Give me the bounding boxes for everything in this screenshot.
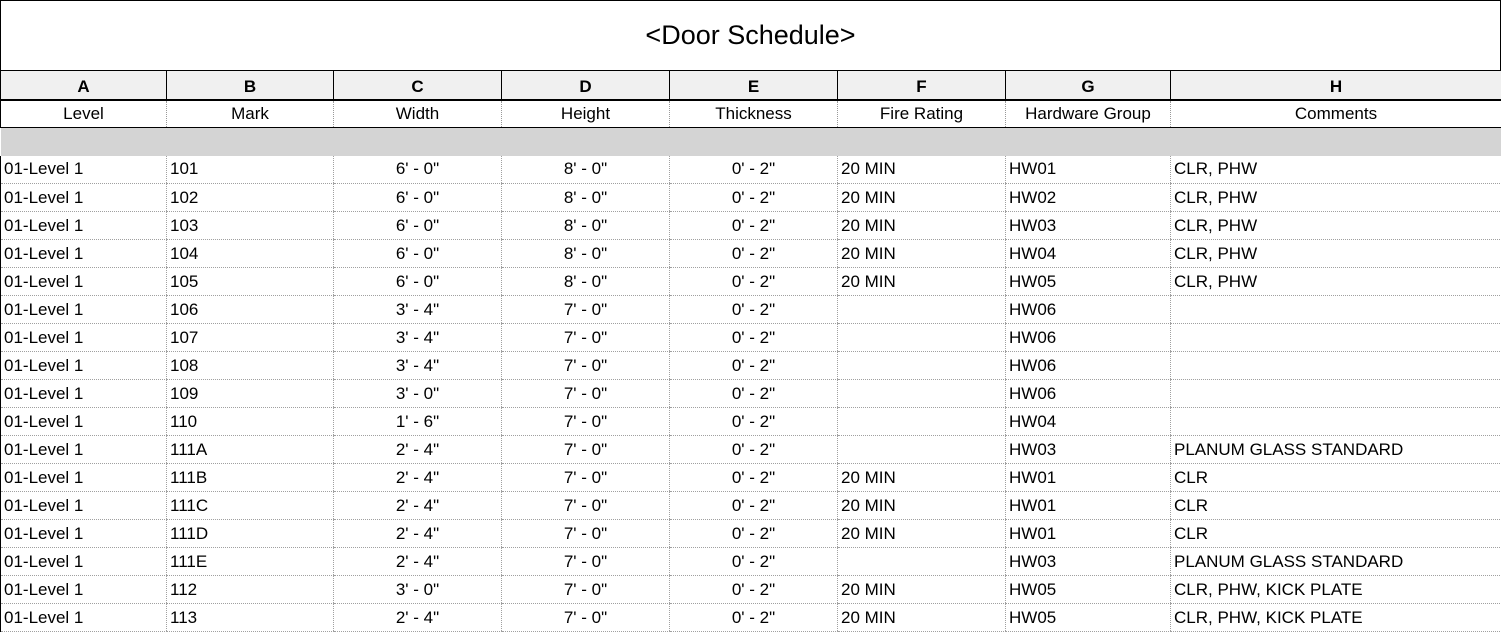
cell-mark[interactable]: 104 xyxy=(167,240,334,268)
cell-hardware-group[interactable]: HW05 xyxy=(1006,604,1171,632)
cell-level[interactable]: 01-Level 1 xyxy=(1,520,167,548)
cell-width[interactable]: 6' - 0" xyxy=(334,184,502,212)
cell-fire-rating[interactable] xyxy=(838,436,1006,464)
cell-height[interactable]: 7' - 0" xyxy=(502,408,670,436)
cell-mark[interactable]: 101 xyxy=(167,156,334,184)
cell-hardware-group[interactable]: HW05 xyxy=(1006,576,1171,604)
cell-height[interactable]: 7' - 0" xyxy=(502,352,670,380)
cell-thickness[interactable]: 0' - 2" xyxy=(670,492,838,520)
cell-hardware-group[interactable]: HW01 xyxy=(1006,492,1171,520)
column-letter-a[interactable]: A xyxy=(1,71,167,100)
cell-fire-rating[interactable]: 20 MIN xyxy=(838,520,1006,548)
cell-hardware-group[interactable]: HW03 xyxy=(1006,548,1171,576)
cell-hardware-group[interactable]: HW06 xyxy=(1006,352,1171,380)
cell-comments[interactable]: PLANUM GLASS STANDARD xyxy=(1171,548,1501,576)
schedule-title[interactable]: <Door Schedule> xyxy=(0,0,1501,71)
cell-thickness[interactable]: 0' - 2" xyxy=(670,352,838,380)
cell-width[interactable]: 2' - 4" xyxy=(334,436,502,464)
cell-fire-rating[interactable]: 20 MIN xyxy=(838,184,1006,212)
cell-thickness[interactable]: 0' - 2" xyxy=(670,576,838,604)
cell-comments[interactable] xyxy=(1171,324,1501,352)
cell-comments[interactable]: CLR, PHW, KICK PLATE xyxy=(1171,576,1501,604)
cell-fire-rating[interactable]: 20 MIN xyxy=(838,492,1006,520)
cell-width[interactable]: 1' - 6" xyxy=(334,408,502,436)
cell-height[interactable]: 7' - 0" xyxy=(502,604,670,632)
column-letter-h[interactable]: H xyxy=(1171,71,1501,100)
group-header-cell[interactable] xyxy=(1,128,1501,156)
cell-fire-rating[interactable] xyxy=(838,352,1006,380)
column-header-height[interactable]: Height xyxy=(502,100,670,128)
cell-comments[interactable]: CLR, PHW xyxy=(1171,184,1501,212)
cell-thickness[interactable]: 0' - 2" xyxy=(670,548,838,576)
cell-height[interactable]: 8' - 0" xyxy=(502,184,670,212)
cell-comments[interactable]: CLR, PHW xyxy=(1171,156,1501,184)
cell-height[interactable]: 7' - 0" xyxy=(502,296,670,324)
cell-thickness[interactable]: 0' - 2" xyxy=(670,604,838,632)
table-row[interactable] xyxy=(1,296,1501,324)
cell-hardware-group[interactable]: HW01 xyxy=(1006,520,1171,548)
cell-comments[interactable]: PLANUM GLASS STANDARD xyxy=(1171,436,1501,464)
cell-mark[interactable]: 113 xyxy=(167,604,334,632)
cell-height[interactable]: 7' - 0" xyxy=(502,464,670,492)
cell-level[interactable]: 01-Level 1 xyxy=(1,492,167,520)
cell-thickness[interactable]: 0' - 2" xyxy=(670,380,838,408)
table-row[interactable] xyxy=(1,604,1501,632)
cell-hardware-group[interactable]: HW06 xyxy=(1006,324,1171,352)
column-header-row xyxy=(1,100,1501,128)
table-row[interactable] xyxy=(1,492,1501,520)
cell-level[interactable]: 01-Level 1 xyxy=(1,156,167,184)
column-header-hardware-group[interactable]: Hardware Group xyxy=(1006,100,1171,128)
cell-comments[interactable] xyxy=(1171,380,1501,408)
cell-fire-rating[interactable] xyxy=(838,408,1006,436)
cell-width[interactable]: 3' - 0" xyxy=(334,380,502,408)
cell-height[interactable]: 7' - 0" xyxy=(502,492,670,520)
cell-width[interactable]: 3' - 4" xyxy=(334,324,502,352)
cell-mark[interactable]: 106 xyxy=(167,296,334,324)
table-row[interactable] xyxy=(1,268,1501,296)
cell-height[interactable]: 8' - 0" xyxy=(502,212,670,240)
cell-height[interactable]: 8' - 0" xyxy=(502,240,670,268)
cell-width[interactable]: 3' - 4" xyxy=(334,296,502,324)
table-row[interactable] xyxy=(1,520,1501,548)
table-row[interactable] xyxy=(1,240,1501,268)
cell-level[interactable]: 01-Level 1 xyxy=(1,380,167,408)
cell-hardware-group[interactable]: HW01 xyxy=(1006,156,1171,184)
cell-thickness[interactable]: 0' - 2" xyxy=(670,408,838,436)
cell-mark[interactable]: 103 xyxy=(167,212,334,240)
cell-fire-rating[interactable] xyxy=(838,548,1006,576)
cell-level[interactable]: 01-Level 1 xyxy=(1,296,167,324)
column-letter-d[interactable]: D xyxy=(502,71,670,100)
cell-thickness[interactable]: 0' - 2" xyxy=(670,156,838,184)
cell-comments[interactable]: CLR, PHW xyxy=(1171,240,1501,268)
table-row[interactable] xyxy=(1,380,1501,408)
cell-level[interactable]: 01-Level 1 xyxy=(1,352,167,380)
cell-level[interactable]: 01-Level 1 xyxy=(1,268,167,296)
cell-fire-rating[interactable] xyxy=(838,380,1006,408)
cell-level[interactable]: 01-Level 1 xyxy=(1,604,167,632)
cell-hardware-group[interactable]: HW05 xyxy=(1006,268,1171,296)
table-row[interactable] xyxy=(1,184,1501,212)
cell-comments[interactable]: CLR xyxy=(1171,492,1501,520)
cell-width[interactable]: 2' - 4" xyxy=(334,464,502,492)
cell-hardware-group[interactable]: HW04 xyxy=(1006,408,1171,436)
cell-height[interactable]: 8' - 0" xyxy=(502,156,670,184)
cell-thickness[interactable]: 0' - 2" xyxy=(670,436,838,464)
cell-mark[interactable]: 105 xyxy=(167,268,334,296)
cell-hardware-group[interactable]: HW04 xyxy=(1006,240,1171,268)
cell-width[interactable]: 6' - 0" xyxy=(334,240,502,268)
cell-mark[interactable]: 107 xyxy=(167,324,334,352)
cell-height[interactable]: 7' - 0" xyxy=(502,436,670,464)
cell-hardware-group[interactable]: HW06 xyxy=(1006,380,1171,408)
column-letter-g[interactable]: G xyxy=(1006,71,1171,100)
cell-comments[interactable] xyxy=(1171,408,1501,436)
cell-mark[interactable]: 111D xyxy=(167,520,334,548)
cell-comments[interactable] xyxy=(1171,296,1501,324)
cell-thickness[interactable]: 0' - 2" xyxy=(670,240,838,268)
cell-fire-rating[interactable]: 20 MIN xyxy=(838,212,1006,240)
table-row[interactable] xyxy=(1,352,1501,380)
cell-width[interactable]: 6' - 0" xyxy=(334,212,502,240)
cell-hardware-group[interactable]: HW03 xyxy=(1006,212,1171,240)
cell-height[interactable]: 7' - 0" xyxy=(502,576,670,604)
cell-mark[interactable]: 102 xyxy=(167,184,334,212)
cell-width[interactable]: 2' - 4" xyxy=(334,548,502,576)
cell-comments[interactable]: CLR xyxy=(1171,464,1501,492)
cell-hardware-group[interactable]: HW02 xyxy=(1006,184,1171,212)
cell-fire-rating[interactable]: 20 MIN xyxy=(838,464,1006,492)
cell-level[interactable]: 01-Level 1 xyxy=(1,464,167,492)
column-letter-e[interactable]: E xyxy=(670,71,838,100)
cell-height[interactable]: 7' - 0" xyxy=(502,324,670,352)
cell-thickness[interactable]: 0' - 2" xyxy=(670,324,838,352)
cell-width[interactable]: 6' - 0" xyxy=(334,156,502,184)
table-row[interactable] xyxy=(1,212,1501,240)
cell-level[interactable]: 01-Level 1 xyxy=(1,240,167,268)
cell-fire-rating[interactable]: 20 MIN xyxy=(838,240,1006,268)
column-header-thickness[interactable]: Thickness xyxy=(670,100,838,128)
cell-fire-rating[interactable]: 20 MIN xyxy=(838,268,1006,296)
table-row[interactable] xyxy=(1,464,1501,492)
cell-comments[interactable]: CLR, PHW xyxy=(1171,212,1501,240)
column-letter-row xyxy=(1,71,1501,100)
cell-width[interactable]: 2' - 4" xyxy=(334,604,502,632)
cell-fire-rating[interactable]: 20 MIN xyxy=(838,604,1006,632)
schedule-table xyxy=(0,70,1501,632)
cell-thickness[interactable]: 0' - 2" xyxy=(670,520,838,548)
cell-thickness[interactable]: 0' - 2" xyxy=(670,464,838,492)
cell-level[interactable]: 01-Level 1 xyxy=(1,184,167,212)
table-row[interactable] xyxy=(1,548,1501,576)
column-header-comments[interactable]: Comments xyxy=(1171,100,1501,128)
column-header-fire-rating[interactable]: Fire Rating xyxy=(838,100,1006,128)
cell-fire-rating[interactable]: 20 MIN xyxy=(838,156,1006,184)
cell-width[interactable]: 3' - 4" xyxy=(334,352,502,380)
cell-level[interactable]: 01-Level 1 xyxy=(1,324,167,352)
cell-hardware-group[interactable]: HW06 xyxy=(1006,296,1171,324)
cell-height[interactable]: 7' - 0" xyxy=(502,548,670,576)
cell-mark[interactable]: 111A xyxy=(167,436,334,464)
cell-mark[interactable]: 111C xyxy=(167,492,334,520)
table-row[interactable] xyxy=(1,408,1501,436)
column-letter-c[interactable]: C xyxy=(334,71,502,100)
cell-level[interactable]: 01-Level 1 xyxy=(1,548,167,576)
column-header-level[interactable]: Level xyxy=(1,100,167,128)
cell-mark[interactable]: 111E xyxy=(167,548,334,576)
cell-comments[interactable]: CLR, PHW xyxy=(1171,268,1501,296)
cell-mark[interactable]: 112 xyxy=(167,576,334,604)
cell-height[interactable]: 7' - 0" xyxy=(502,520,670,548)
cell-fire-rating[interactable]: 20 MIN xyxy=(838,576,1006,604)
cell-thickness[interactable]: 0' - 2" xyxy=(670,184,838,212)
table-row[interactable] xyxy=(1,156,1501,184)
cell-thickness[interactable]: 0' - 2" xyxy=(670,212,838,240)
cell-mark[interactable]: 111B xyxy=(167,464,334,492)
cell-comments[interactable]: CLR xyxy=(1171,520,1501,548)
cell-hardware-group[interactable]: HW01 xyxy=(1006,464,1171,492)
cell-height[interactable]: 7' - 0" xyxy=(502,380,670,408)
group-header-row[interactable] xyxy=(1,128,1501,156)
table-row[interactable] xyxy=(1,436,1501,464)
cell-mark[interactable]: 110 xyxy=(167,408,334,436)
cell-mark[interactable]: 109 xyxy=(167,380,334,408)
cell-width[interactable]: 6' - 0" xyxy=(334,268,502,296)
column-header-mark[interactable]: Mark xyxy=(167,100,334,128)
column-header-width[interactable]: Width xyxy=(334,100,502,128)
column-letter-f[interactable]: F xyxy=(838,71,1006,100)
table-row[interactable] xyxy=(1,324,1501,352)
cell-level[interactable]: 01-Level 1 xyxy=(1,408,167,436)
cell-fire-rating[interactable] xyxy=(838,296,1006,324)
cell-mark[interactable]: 108 xyxy=(167,352,334,380)
cell-width[interactable]: 3' - 0" xyxy=(334,576,502,604)
cell-thickness[interactable]: 0' - 2" xyxy=(670,296,838,324)
cell-level[interactable]: 01-Level 1 xyxy=(1,576,167,604)
column-letter-b[interactable]: B xyxy=(167,71,334,100)
cell-thickness[interactable]: 0' - 2" xyxy=(670,268,838,296)
cell-comments[interactable]: CLR, PHW, KICK PLATE xyxy=(1171,604,1501,632)
table-row[interactable] xyxy=(1,576,1501,604)
cell-comments[interactable] xyxy=(1171,352,1501,380)
cell-width[interactable]: 2' - 4" xyxy=(334,520,502,548)
cell-hardware-group[interactable]: HW03 xyxy=(1006,436,1171,464)
cell-fire-rating[interactable] xyxy=(838,324,1006,352)
cell-level[interactable]: 01-Level 1 xyxy=(1,212,167,240)
cell-height[interactable]: 8' - 0" xyxy=(502,268,670,296)
cell-level[interactable]: 01-Level 1 xyxy=(1,436,167,464)
cell-width[interactable]: 2' - 4" xyxy=(334,492,502,520)
